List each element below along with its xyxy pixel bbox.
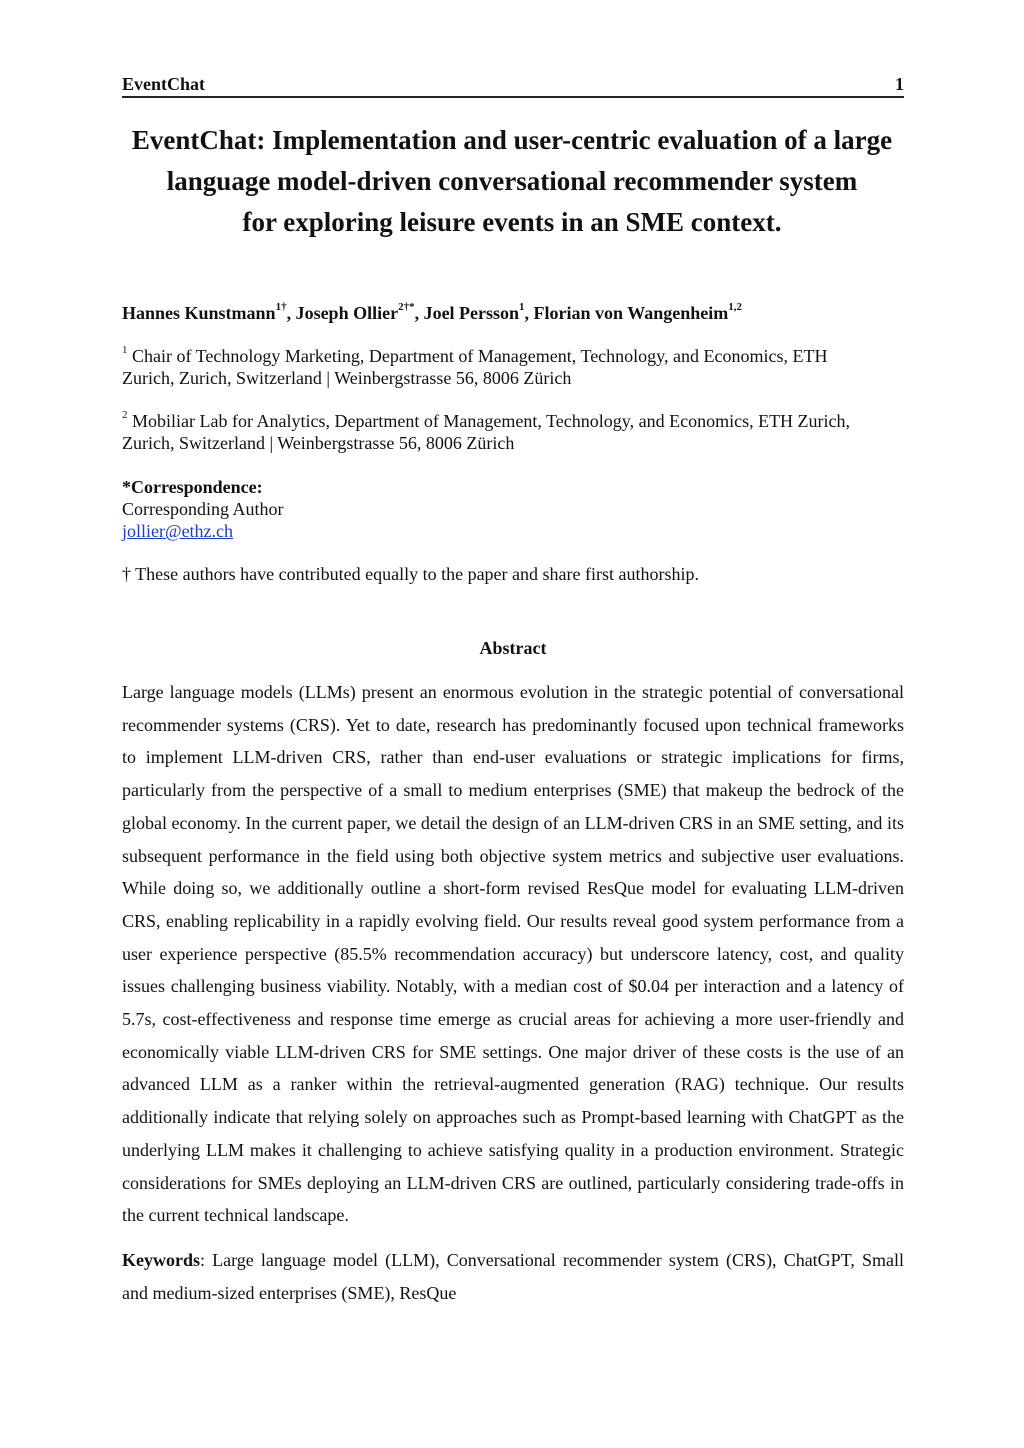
affiliation bbox=[122, 410, 904, 454]
keywords-label: Keywords bbox=[122, 1250, 200, 1270]
abstract-text: Large language models (LLMs) present an enormous evolution in the strategic potential of conversational recommender systems (CRS). Yet to date, research has predominantly focused upon technical frameworks to implement LLM-driven CRS, rather than end-user evaluations or strategic implications for firms, particularly from the perspective of a small to medium enterprises (SME) that makeup the bedrock of the global economy. In the current paper, we detail the design of an LLM-driven CRS in an SME setting, and its subsequent performance in the field using both objective system metrics and subjective user evaluations. While doing so, we additionally outline a short-form revised ResQue model for evaluating LLM-driven CRS, enabling replicability in a rapidly evolving field. Our results reveal good system performance from a user experience perspective (85.5% recommendation accuracy) but underscore latency, cost, and quality issues challenging business viability. Notably, with a median cost of $0.04 per interaction and a latency of 5.7s, cost-effectiveness and response time emerge as crucial areas for achieving a more user-friendly and economically viable LLM-driven CRS for SME settings. One major driver of these costs is the use of an advanced LLM as a ranker within the retrieval-augmented generation (RAG) technique. Our results additionally indicate that relying solely on approaches such as Prompt-based learning with ChatGPT as the underlying LLM makes it challenging to achieve satisfying quality in a production environment. Strategic considerations for SMEs deploying an LLM-driven CRS are outlined, particularly considering trade-offs in the current technical landscape. bbox=[122, 682, 904, 1226]
affiliation-mark: 1 bbox=[122, 344, 128, 356]
author-list bbox=[122, 300, 904, 326]
author-name: Joseph Ollier bbox=[295, 303, 399, 323]
title-line: language model-driven conversational recommender system bbox=[166, 166, 858, 196]
author-name: Florian von Wangenheim bbox=[533, 303, 729, 323]
author-name: Joel Persson bbox=[423, 303, 520, 323]
author-separator: , bbox=[524, 303, 534, 323]
affiliation-line: Zurich, Zurich, Switzerland | Weinbergstrasse 56, 8006 Zürich bbox=[122, 368, 572, 388]
affiliation-line: Chair of Technology Marketing, Department of Management, Technology, and Economics, ETH bbox=[132, 346, 828, 366]
keywords bbox=[122, 1244, 904, 1309]
page-number: 1 bbox=[895, 74, 904, 94]
author-name: Hannes Kunstmann bbox=[122, 303, 276, 323]
running-header bbox=[122, 72, 904, 98]
affiliation-line: Mobiliar Lab for Analytics, Department of Management, Technology, and Economics, ETH Zurich, bbox=[132, 411, 851, 431]
affiliation-mark: 2 bbox=[122, 409, 128, 421]
correspondence-email-link[interactable]: jollier@ethz.ch bbox=[122, 521, 234, 541]
author-affiliation-mark: 1 bbox=[519, 301, 525, 313]
running-title: EventChat bbox=[122, 74, 206, 94]
abstract-heading: Abstract bbox=[479, 638, 547, 658]
title-line: for exploring leisure events in an SME context. bbox=[242, 207, 782, 237]
equal-contribution-note: † These authors have contributed equally to the paper and share first authorship. bbox=[122, 564, 699, 584]
correspondence-block bbox=[122, 476, 904, 542]
author-affiliation-mark: 1† bbox=[275, 301, 287, 313]
correspondence-label: *Correspondence: bbox=[122, 477, 263, 497]
paper-title bbox=[100, 120, 924, 243]
keywords-text: : Large language model (LLM), Conversational recommender system (CRS), ChatGPT, Small and medium-sized enterprises (SME), ResQue bbox=[122, 1250, 904, 1303]
author-affiliation-mark: 1,2 bbox=[728, 301, 742, 313]
affiliation bbox=[122, 345, 904, 389]
affiliation-line: Zurich, Switzerland | Weinbergstrasse 56, 8006 Zürich bbox=[122, 433, 515, 453]
author-affiliation-mark: 2†* bbox=[398, 301, 415, 313]
author-separator: , bbox=[414, 303, 424, 323]
author-separator: , bbox=[286, 303, 296, 323]
correspondence-role: Corresponding Author bbox=[122, 499, 284, 519]
title-line: EventChat: Implementation and user-centric evaluation of a large bbox=[131, 125, 893, 155]
